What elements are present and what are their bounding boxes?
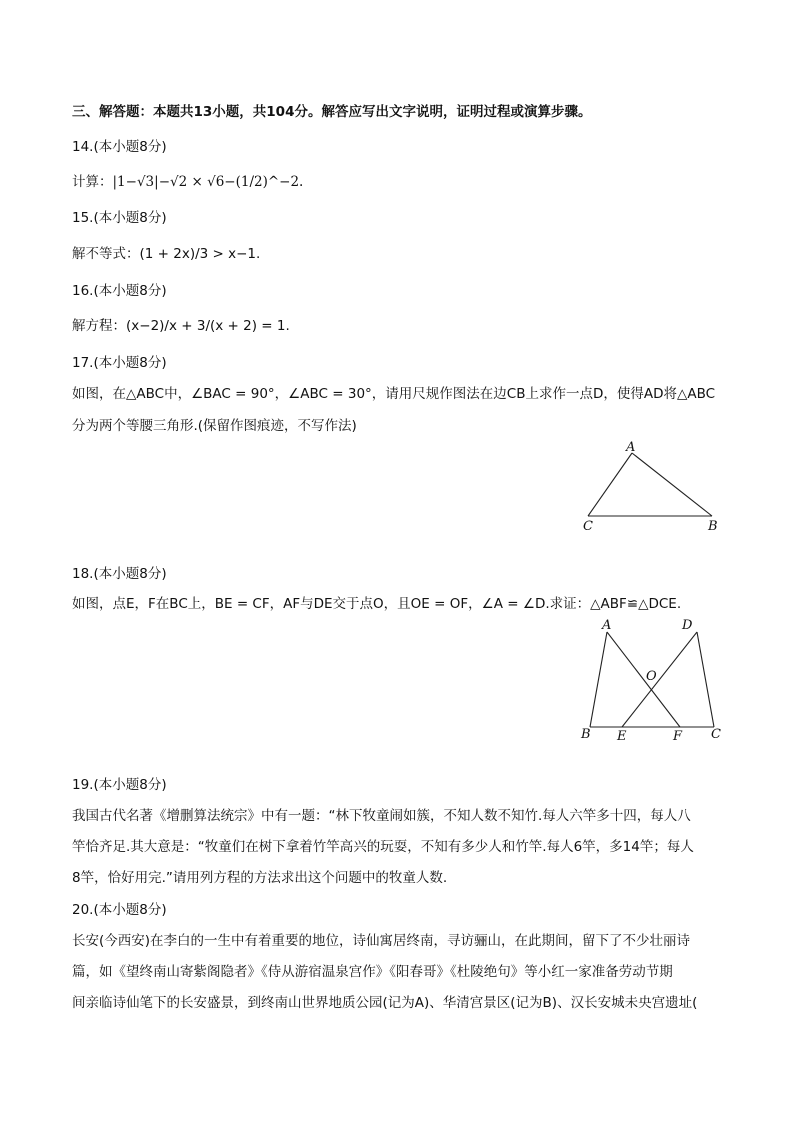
- problem-20-header: 20.(本小题8分): [72, 902, 167, 918]
- fig18-label-o: O: [646, 669, 657, 684]
- fig17-label-c: C: [583, 519, 593, 534]
- problem-17-line-1: 如图，在△ABC中，∠BAC = 90°，∠ABC = 30°，请用尺规作图法在边CB上求作一点D，使得AD将△ABC: [72, 386, 716, 402]
- problem-20-line-2: 篇，如《望终南山寄紫阁隐者》《侍从游宿温泉宫作》《阳春哥》《杜陵绝句》等小红一家准备劳动节期: [72, 964, 673, 980]
- problem-19-header: 19.(本小题8分): [72, 777, 167, 793]
- section-header: 三、解答题：本题共13小题，共104分。解答应写出文字说明，证明过程或演算步骤。: [72, 104, 592, 120]
- fig18-label-e: E: [617, 729, 627, 744]
- problem-14-text: 计算：|1−√3|−√2 × √6−(1/2)^−2.: [72, 174, 304, 190]
- problem-15-text: 解不等式：(1 + 2x)/3 > x−1.: [72, 246, 261, 262]
- problem-17-line-2: 分为两个等腰三角形.(保留作图痕迹，不写作法): [72, 418, 357, 434]
- figure-17-triangle: [570, 436, 730, 536]
- problem-20-line-3: 间亲临诗仙笔下的长安盛景，到终南山世界地质公园(记为A)、华清宫景区(记为B)、汉长安城未央宫遗址(: [72, 995, 698, 1011]
- fig18-label-f: F: [673, 729, 683, 744]
- fig18-label-d: D: [682, 618, 693, 633]
- fig17-label-a: A: [626, 440, 636, 455]
- problem-16-text: 解方程：(x−2)/x + 3/(x + 2) = 1.: [72, 318, 290, 334]
- problem-19-line-3: 8竿，恰好用完.”请用列方程的方法求出这个问题中的牧童人数.: [72, 870, 448, 886]
- fig18-label-b: B: [581, 727, 591, 742]
- problem-18-text: 如图，点E，F在BC上，BE = CF，AF与DE交于点O，且OE = OF，∠A = ∠D.求证：△ABF≌△DCE.: [72, 596, 682, 612]
- problem-14-header: 14.(本小题8分): [72, 139, 167, 155]
- problem-16-header: 16.(本小题8分): [72, 283, 167, 299]
- problem-19-line-1: 我国古代名著《增删算法统宗》中有一题：“林下牧童闹如簇，不知人数不知竹.每人六竿多十四，每人八: [72, 808, 691, 824]
- fig18-label-c: C: [711, 727, 721, 742]
- fig17-label-b: B: [708, 519, 718, 534]
- figure-18-diagram: [572, 612, 732, 748]
- problem-20-line-1: 长安(今西安)在李白的一生中有着重要的地位，诗仙寓居终南，寻访骊山，在此期间，留下了不少壮丽诗: [72, 933, 691, 949]
- problem-17-header: 17.(本小题8分): [72, 355, 167, 371]
- problem-19-line-2: 竿恰齐足.其大意是：“牧童们在树下拿着竹竿高兴的玩耍，不知有多少人和竹竿.每人6竿，多14竿；每人: [72, 839, 694, 855]
- problem-15-header: 15.(本小题8分): [72, 210, 167, 226]
- problem-18-header: 18.(本小题8分): [72, 566, 167, 582]
- fig18-label-a: A: [602, 618, 612, 633]
